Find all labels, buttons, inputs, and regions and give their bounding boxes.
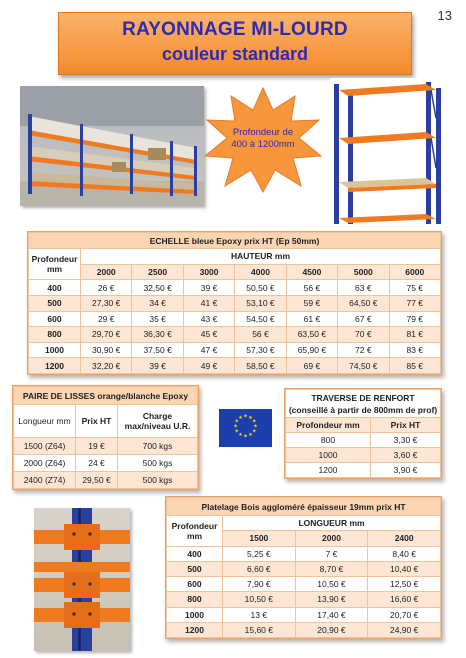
echelle-col-header: 3000 [183, 264, 234, 280]
lisses-price: 29,50 € [76, 471, 118, 488]
echelle-depth: 500 [29, 295, 81, 311]
lisses-load: 500 kgs [118, 471, 198, 488]
table-row [167, 592, 441, 607]
lisses-price: 24 € [76, 454, 118, 471]
echelle-price: 36,30 € [132, 327, 183, 343]
table-row [167, 607, 441, 622]
traverse-price: 3,90 € [370, 463, 440, 478]
echelle-caption: ECHELLE bleue Epoxy prix HT (Ep 50mm) [29, 233, 441, 249]
echelle-price: 59 € [286, 295, 337, 311]
echelle-caption-row [29, 233, 441, 249]
platelage-price: 13 € [223, 607, 296, 622]
echelle-price: 57,30 € [235, 342, 286, 358]
echelle-col-header: 5000 [338, 264, 389, 280]
lisses-length: 2400 (Z74) [14, 471, 76, 488]
traverse-price: 3,30 € [370, 433, 440, 448]
platelage-length-header: LONGUEUR mm [223, 516, 441, 531]
echelle-price-table [27, 231, 442, 375]
table-row [14, 437, 198, 454]
echelle-height-header: HAUTEUR mm [81, 249, 441, 265]
svg-text:★: ★ [248, 414, 253, 421]
platelage-price: 8,40 € [368, 546, 441, 561]
echelle-price: 53,10 € [235, 295, 286, 311]
echelle-price: 29 € [81, 311, 132, 327]
svg-text:★: ★ [253, 423, 258, 430]
echelle-price: 26 € [81, 280, 132, 296]
platelage-price: 10,40 € [368, 561, 441, 576]
echelle-price: 32,20 € [81, 358, 132, 374]
echelle-price: 30,90 € [81, 342, 132, 358]
svg-text:★: ★ [238, 414, 243, 421]
echelle-price: 85 € [389, 358, 440, 374]
echelle-price: 32,50 € [132, 280, 183, 296]
lisses-length-header: Longueur mm [14, 405, 76, 438]
echelle-price: 83 € [389, 342, 440, 358]
starburst-text [203, 127, 323, 151]
table-row [167, 546, 441, 561]
echelle-price: 58,50 € [235, 358, 286, 374]
platelage-price: 15,60 € [223, 622, 296, 637]
title-banner [58, 12, 412, 75]
echelle-price: 35 € [132, 311, 183, 327]
echelle-price: 81 € [389, 327, 440, 343]
traverse-caption-row [286, 390, 441, 418]
echelle-depth: 1200 [29, 358, 81, 374]
platelage-depth-header: Profondeur mm [167, 516, 223, 547]
platelage-price: 10,50 € [223, 592, 296, 607]
upright-detail-illustration [34, 508, 130, 651]
svg-text:★: ★ [243, 433, 248, 440]
echelle-price: 70 € [338, 327, 389, 343]
traverse-header-row [286, 418, 441, 433]
echelle-price: 43 € [183, 311, 234, 327]
platelage-price: 6,60 € [223, 561, 296, 576]
svg-text:★: ★ [243, 413, 248, 420]
echelle-price: 61 € [286, 311, 337, 327]
platelage-price: 7 € [295, 546, 368, 561]
platelage-price: 16,60 € [368, 592, 441, 607]
platelage-price: 7,90 € [223, 577, 296, 592]
table-row [29, 311, 441, 327]
traverse-price-header: Prix HT [370, 418, 440, 433]
platelage-price: 17,40 € [295, 607, 368, 622]
table-row [286, 463, 441, 478]
eu-flag-icon [219, 409, 272, 447]
page-number: 13 [437, 8, 452, 23]
table-row [29, 295, 441, 311]
lisses-price-table [12, 385, 199, 490]
lisses-price-header: Prix HT [76, 405, 118, 438]
lisses-header-row [14, 405, 198, 438]
traverse-caption-line-2: (conseillé à partir de 800mm de prof) [288, 404, 438, 415]
starburst-line-2: 400 à 1200mm [231, 139, 295, 150]
svg-text:★: ★ [234, 428, 240, 435]
echelle-price: 45 € [183, 327, 234, 343]
platelage-price-table [165, 496, 442, 639]
echelle-price: 39 € [183, 280, 234, 296]
echelle-price: 39 € [132, 358, 183, 374]
table-row [167, 577, 441, 592]
echelle-price: 74,50 € [338, 358, 389, 374]
platelage-depth: 500 [167, 561, 223, 576]
echelle-price: 50,50 € [235, 280, 286, 296]
svg-text:★: ★ [233, 423, 238, 430]
platelage-depth: 600 [167, 577, 223, 592]
platelage-group-row [167, 516, 441, 531]
echelle-price: 65,90 € [286, 342, 337, 358]
echelle-price: 63,50 € [286, 327, 337, 343]
lisses-load: 500 kgs [118, 454, 198, 471]
lisses-caption: PAIRE DE LISSES orange/blanche Epoxy [14, 387, 198, 405]
platelage-price: 10,50 € [295, 577, 368, 592]
table-row [29, 358, 441, 374]
page-title: RAYONNAGE MI-LOURD [122, 19, 348, 40]
platelage-price: 24,90 € [368, 622, 441, 637]
echelle-depth: 400 [29, 280, 81, 296]
echelle-depth: 1000 [29, 342, 81, 358]
platelage-col-header: 2400 [368, 531, 441, 546]
traverse-depth: 1200 [286, 463, 371, 478]
echelle-col-header: 4000 [235, 264, 286, 280]
echelle-price: 56 € [235, 327, 286, 343]
echelle-price: 47 € [183, 342, 234, 358]
traverse-depth-header: Profondeur mm [286, 418, 371, 433]
echelle-price: 37,50 € [132, 342, 183, 358]
echelle-price: 56 € [286, 280, 337, 296]
echelle-price: 27,30 € [81, 295, 132, 311]
echelle-col-header: 4500 [286, 264, 337, 280]
table-row [29, 342, 441, 358]
rack-illustration [330, 78, 444, 228]
echelle-price: 41 € [183, 295, 234, 311]
platelage-depth: 400 [167, 546, 223, 561]
svg-text:★: ★ [251, 418, 257, 425]
table-row [167, 622, 441, 637]
echelle-price: 77 € [389, 295, 440, 311]
echelle-depth: 600 [29, 311, 81, 327]
echelle-price: 67 € [338, 311, 389, 327]
lisses-length: 2000 (Z64) [14, 454, 76, 471]
upright-detail-photo [34, 508, 130, 651]
echelle-price: 29,70 € [81, 327, 132, 343]
echelle-group-row [29, 249, 441, 265]
platelage-depth: 1000 [167, 607, 223, 622]
traverse-depth: 800 [286, 433, 371, 448]
eu-stars-icon [219, 409, 272, 447]
platelage-price: 8,70 € [295, 561, 368, 576]
platelage-price: 13,90 € [295, 592, 368, 607]
table-row [14, 454, 198, 471]
table-row [286, 448, 441, 463]
rack-photo [330, 78, 444, 228]
echelle-price: 69 € [286, 358, 337, 374]
platelage-col-header: 2000 [295, 531, 368, 546]
echelle-depth: 800 [29, 327, 81, 343]
svg-text:★: ★ [248, 432, 253, 439]
table-row [286, 433, 441, 448]
echelle-price: 79 € [389, 311, 440, 327]
traverse-price: 3,60 € [370, 448, 440, 463]
svg-text:★: ★ [234, 418, 240, 425]
echelle-price: 49 € [183, 358, 234, 374]
lisses-load-header: Charge max/niveau U.R. [118, 405, 198, 438]
traverse-caption [286, 390, 441, 418]
traverse-caption-line-1: TRAVERSE DE RENFORT [311, 392, 415, 403]
echelle-price: 34 € [132, 295, 183, 311]
traverse-price-table [284, 388, 442, 479]
echelle-price: 72 € [338, 342, 389, 358]
starburst-line-1: Profondeur de [232, 127, 294, 138]
echelle-col-header: 2500 [132, 264, 183, 280]
platelage-caption: Platelage Bois aggloméré épaisseur 19mm prix HT [167, 498, 441, 516]
platelage-price: 20,90 € [295, 622, 368, 637]
lisses-price: 19 € [76, 437, 118, 454]
platelage-price: 5,25 € [223, 546, 296, 561]
echelle-depth-header: Profondeur mm [29, 249, 81, 280]
echelle-column-headers [29, 264, 441, 280]
platelage-price: 20,70 € [368, 607, 441, 622]
lisses-length: 1500 (Z64) [14, 437, 76, 454]
table-row [29, 280, 441, 296]
lisses-load: 700 kgs [118, 437, 198, 454]
table-row [14, 471, 198, 488]
table-row [167, 561, 441, 576]
svg-text:★: ★ [238, 432, 243, 439]
warehouse-racking-illustration [20, 86, 204, 206]
echelle-price: 75 € [389, 280, 440, 296]
platelage-price: 12,50 € [368, 577, 441, 592]
echelle-col-header: 6000 [389, 264, 440, 280]
platelage-col-header: 1500 [223, 531, 296, 546]
table-row [29, 327, 441, 343]
echelle-price: 63 € [338, 280, 389, 296]
lisses-caption-row [14, 387, 198, 405]
echelle-col-header: 2000 [81, 264, 132, 280]
platelage-depth: 800 [167, 592, 223, 607]
svg-text:★: ★ [251, 428, 257, 435]
echelle-price: 64,50 € [338, 295, 389, 311]
echelle-price: 54,50 € [235, 311, 286, 327]
page-subtitle: couleur standard [161, 44, 309, 64]
traverse-depth: 1000 [286, 448, 371, 463]
warehouse-photo [20, 86, 204, 206]
platelage-caption-row [167, 498, 441, 516]
platelage-depth: 1200 [167, 622, 223, 637]
